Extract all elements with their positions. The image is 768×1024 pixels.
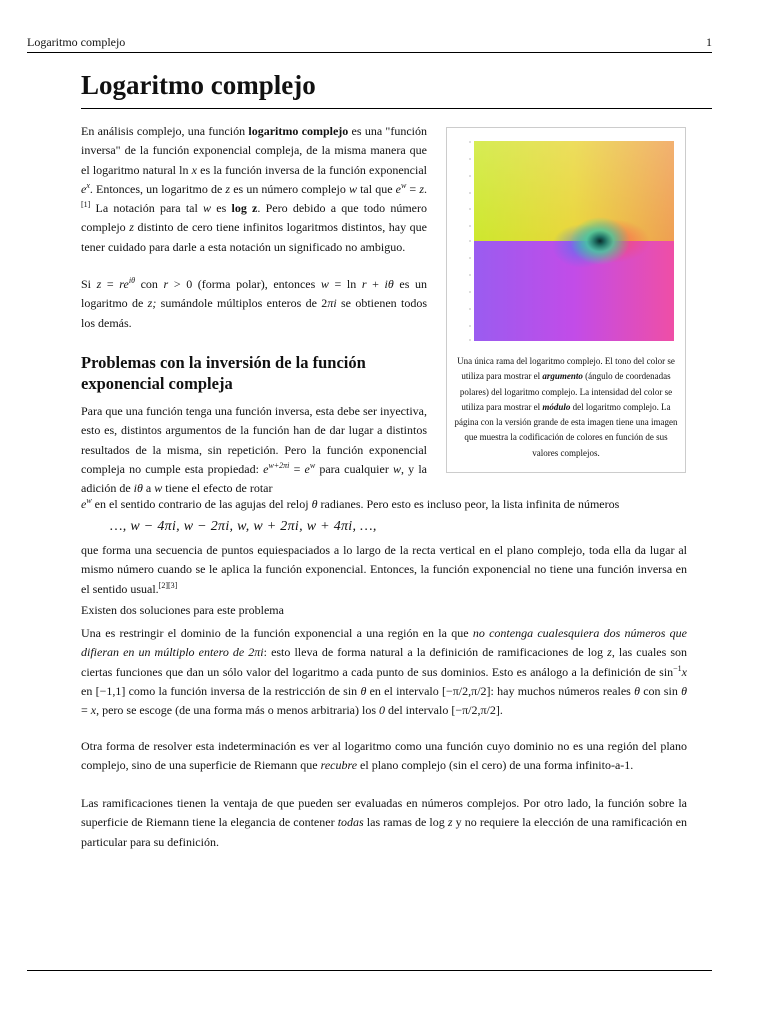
footer-rule: [27, 970, 712, 971]
section-paragraph-2: que forma una secuencia de puntos equiespaciados a lo largo de la recta vertical en el plano complejo, toda ella da lugar al mismo número cuando se le aplica la función exponencial. Entonces, la función exponencial no tiene una función inversa en el sentido usual.[2][3]: [81, 543, 687, 596]
intro-paragraph-2: Si $z = re^{i\theta}$ con r > 0 (forma polar), entonces w = ln r + iθ es un logaritmo de z; sumándole múltiplos enteros de 2πi se obtienen todos los demás.: [81, 276, 427, 330]
section-paragraph-1: Para que una función tenga una función inversa, esta debe ser inyectiva, esto es, distintos argumentos de la función han de dar lugar a distintos resultados de la misma, sin repetición. Pero la función exponencial compleja no cumple esta propiedad: $e^{w+2\pi i} = e^w$ para cualquier w, y la adición de iθ a w tiene el efecto de rotar: [81, 404, 427, 496]
header-rule: [27, 52, 712, 53]
section-paragraph-3: Existen dos soluciones para este problema: [81, 603, 284, 617]
figure-caption: Una única rama del logaritmo complejo. El tono del color se utiliza para mostrar el argumento (ángulo de coordenadas polares) del logaritmo complejo. La intensidad del color se utiliza para mostrar el módulo del logaritmo complejo. La página con la versión grande de esta imagen tiene una imagen que muestra la codificación de colores en función de sus valores complejos.: [454, 356, 678, 458]
section-paragraph-5: Otra forma de resolver esta indeterminación es ver al logaritmo como una función cuyo dominio no es una región del plano complejo, sino de una superficie de Riemann que recubre el plano complejo (sin el cero) de una forma infinito-a-1.: [81, 739, 687, 773]
section-paragraph-4: Una es restringir el dominio de la función exponencial a una región en la que no contenga cualesquiera dos números que difieran en un múltiplo entero de 2πi: esto lleva de forma natural a la definición de ramificaciones de log z, las cuales son ciertas funciones que dan un sólo valor del logaritmo a cada punto de sus dominios. Esto es análogo a la definición de $\sin^{-1}x$ en [−1,1] como la función inversa de la restricción de sin θ en el intervalo [−π/2,π/2]: hay muchos números reales θ con sin θ = x, pero se escoge (de una forma más o menos arbitraria) los 0 del intervalo [−π/2,π/2].: [81, 626, 688, 718]
complex-log-color-plot[interactable]: [462, 138, 677, 343]
section-heading: Problemas con la inversión de la función exponencial compleja: [81, 353, 366, 393]
section-paragraph-1-continued: $e^w$ en el sentido contrario de las agujas del reloj θ radianes. Pero esto es incluso peor, la lista infinita de números: [81, 496, 620, 511]
section-paragraph-6: Las ramificaciones tienen la ventaja de que pueden ser evaluadas en números complejos. Por otro lado, la función sobre la superficie de Riemann tiene la elegancia de contener todas las ramas de log z y no requiere la elección de una ramificación en particular para su definición.: [81, 796, 687, 849]
figure-box: [446, 127, 686, 473]
running-header-title: Logaritmo complejo: [27, 35, 126, 49]
page-title: Logaritmo complejo: [81, 70, 316, 100]
math-sequence: …, w − 4πi, w − 2πi, w, w + 2πi, w + 4πi, …,: [110, 519, 377, 534]
intro-paragraph-1: En análisis complejo, una función logaritmo complejo es una "función inversa" de la función exponencial compleja, de la misma manera que el logaritmo natural ln x es la función inversa de la función exponencial $e^x$. Entonces, un logaritmo de z es un número complejo w tal que $e^w = z.[1]$ La notación para tal w es log z. Pero debido a que todo número complejo z distinto de cero tiene infinitos logaritmos distintos, hay que tener cuidado para darle a esta notación un significado no ambiguo.: [81, 124, 427, 254]
reference-1[interactable]: [1]: [81, 200, 91, 210]
title-rule: [81, 108, 712, 109]
running-header: [27, 35, 712, 50]
page-number: 1: [706, 35, 712, 49]
link-logaritmo-complejo: logaritmo complejo: [248, 124, 349, 138]
reference-2-3[interactable]: [2][3]: [158, 580, 178, 590]
